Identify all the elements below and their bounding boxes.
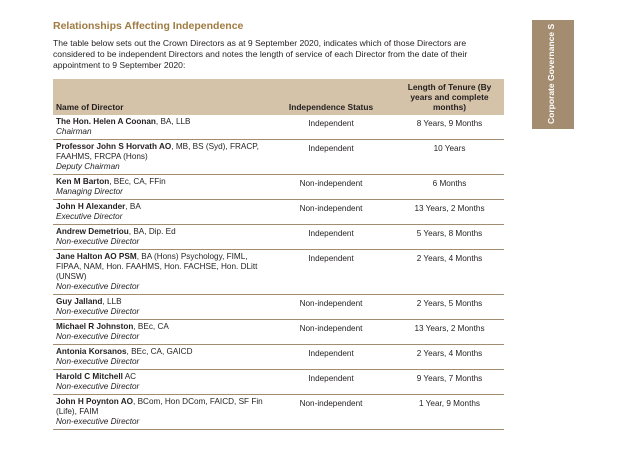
tenure-length: 1 Year, 9 Months bbox=[395, 395, 504, 430]
director-role: Non-executive Director bbox=[56, 237, 140, 246]
tenure-length: 2 Years, 4 Months bbox=[395, 345, 504, 370]
director-cell bbox=[53, 370, 267, 395]
director-qualifications: , BEc, CA, GAICD bbox=[126, 347, 193, 356]
director-qualifications: , MB, BS (Syd), FRACP, FAAHMS, FRCPA (Hons) bbox=[56, 142, 259, 161]
director-role: Non-executive Director bbox=[56, 332, 140, 341]
director-name: Antonia Korsanos bbox=[56, 347, 127, 356]
table-row bbox=[53, 175, 504, 200]
independence-status: Independent bbox=[267, 115, 395, 140]
director-cell bbox=[53, 345, 267, 370]
side-tab-label: Corporate Governance S bbox=[546, 23, 556, 124]
intro-paragraph: The table below sets out the Crown Directors as at 9 September 2020, indicates which of those Directors are considered to be independent Directors and notes the length of service of each Director from the date of their appointment to 9 September 2020: bbox=[53, 38, 468, 70]
table-row bbox=[53, 200, 504, 225]
director-role: Executive Director bbox=[56, 212, 123, 221]
tenure-length: 6 Months bbox=[395, 175, 504, 200]
table-row bbox=[53, 320, 504, 345]
tenure-length: 10 Years bbox=[395, 140, 504, 175]
table-row bbox=[53, 225, 504, 250]
table-header-row bbox=[53, 79, 504, 115]
director-name: The Hon. Helen A Coonan bbox=[56, 117, 156, 126]
independence-status: Non-independent bbox=[267, 320, 395, 345]
director-role: Chairman bbox=[56, 127, 92, 136]
director-qualifications: , BA (Hons) Psychology, FIML, FIPAA, NAM, Hon. FAAHMS, Hon. FACHSE, Hon. DLitt (UNSW) bbox=[56, 252, 258, 281]
tenure-length: 8 Years, 9 Months bbox=[395, 115, 504, 140]
director-name: Harold C Mitchell bbox=[56, 372, 123, 381]
independence-status: Independent bbox=[267, 250, 395, 295]
tenure-length: 13 Years, 2 Months bbox=[395, 320, 504, 345]
director-cell bbox=[53, 320, 267, 345]
director-qualifications: , BEc, CA bbox=[133, 322, 169, 331]
director-name: John H Poynton AO bbox=[56, 397, 134, 406]
director-cell bbox=[53, 140, 267, 175]
director-role: Deputy Chairman bbox=[56, 162, 120, 171]
independence-status: Non-independent bbox=[267, 395, 395, 430]
director-qualifications: , BA, LLB bbox=[155, 117, 191, 126]
director-qualifications: AC bbox=[122, 372, 137, 381]
independence-status: Non-independent bbox=[267, 175, 395, 200]
independence-status: Independent bbox=[267, 225, 395, 250]
table-row bbox=[53, 140, 504, 175]
director-name: Andrew Demetriou bbox=[56, 227, 129, 236]
director-name: Guy Jalland bbox=[56, 297, 103, 306]
director-qualifications: , BA bbox=[125, 202, 141, 211]
header-name-of-director: Name of Director bbox=[53, 79, 267, 115]
table-row bbox=[53, 295, 504, 320]
table-row bbox=[53, 345, 504, 370]
director-cell bbox=[53, 250, 267, 295]
director-name: Michael R Johnston bbox=[56, 322, 134, 331]
independence-status: Non-independent bbox=[267, 200, 395, 225]
director-cell bbox=[53, 295, 267, 320]
director-cell bbox=[53, 175, 267, 200]
tenure-length: 2 Years, 5 Months bbox=[395, 295, 504, 320]
independence-status: Non-independent bbox=[267, 295, 395, 320]
table-row bbox=[53, 115, 504, 140]
directors-table bbox=[53, 79, 504, 430]
independence-status: Independent bbox=[267, 140, 395, 175]
tenure-length: 13 Years, 2 Months bbox=[395, 200, 504, 225]
director-name: Ken M Barton bbox=[56, 177, 110, 186]
independence-status: Independent bbox=[267, 345, 395, 370]
table-row bbox=[53, 370, 504, 395]
director-qualifications: , LLB bbox=[102, 297, 122, 306]
section-side-tab bbox=[532, 20, 574, 129]
header-independence-status: Independence Status bbox=[267, 79, 395, 115]
director-qualifications: , BA, Dip. Ed bbox=[128, 227, 176, 236]
tenure-length: 5 Years, 8 Months bbox=[395, 225, 504, 250]
director-qualifications: , BEc, CA, FFin bbox=[109, 177, 166, 186]
header-length-of-tenure: Length of Tenure (By years and complete months) bbox=[395, 79, 504, 115]
tenure-length: 9 Years, 7 Months bbox=[395, 370, 504, 395]
table-row bbox=[53, 250, 504, 295]
director-cell bbox=[53, 115, 267, 140]
director-role: Non-executive Director bbox=[56, 382, 140, 391]
independence-status: Independent bbox=[267, 370, 395, 395]
tenure-length: 2 Years, 4 Months bbox=[395, 250, 504, 295]
director-name: Jane Halton AO PSM bbox=[56, 252, 137, 261]
table-row bbox=[53, 395, 504, 430]
director-role: Non-executive Director bbox=[56, 357, 140, 366]
director-role: Managing Director bbox=[56, 187, 123, 196]
director-cell bbox=[53, 200, 267, 225]
director-cell bbox=[53, 395, 267, 430]
director-role: Non-executive Director bbox=[56, 282, 140, 291]
director-name: Professor John S Horvath AO bbox=[56, 142, 172, 151]
director-qualifications: , BCom, Hon DCom, FAICD, SF Fin (Life), FAIM bbox=[56, 397, 263, 416]
director-role: Non-executive Director bbox=[56, 307, 140, 316]
director-name: John H Alexander bbox=[56, 202, 126, 211]
director-cell bbox=[53, 225, 267, 250]
director-role: Non-executive Director bbox=[56, 417, 140, 426]
section-heading: Relationships Affecting Independence bbox=[53, 20, 244, 32]
